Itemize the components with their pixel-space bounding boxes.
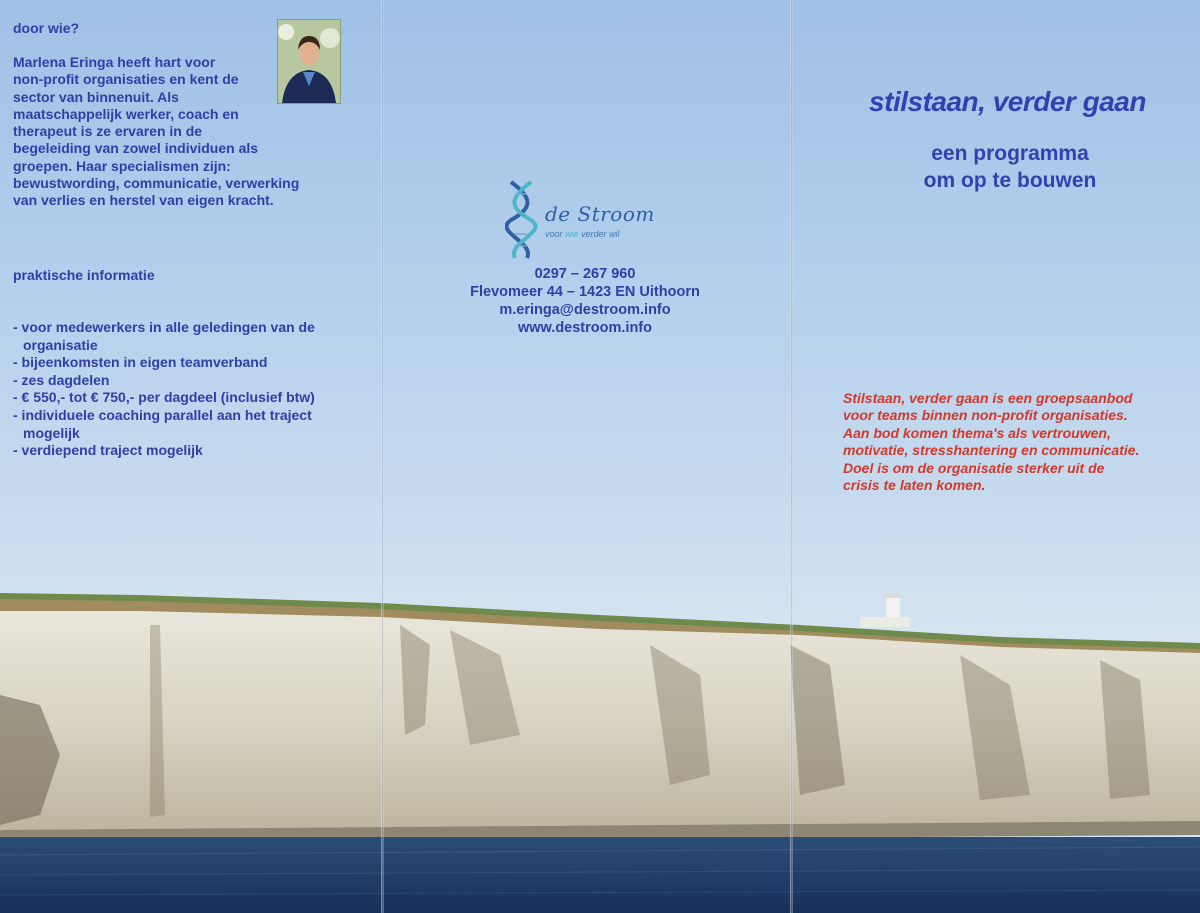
brochure-title: stilstaan, verder gaan [869, 86, 1146, 117]
list-item: - bijeenkomsten in eigen teamverband [13, 354, 268, 371]
intro-line: Stilstaan, verder gaan is een groepsaanbod [843, 390, 1133, 406]
postal-address: Flevomeer 44 – 1423 EN Uithoorn [470, 284, 700, 300]
practical-heading: praktische informatie [13, 267, 155, 283]
intro-text [843, 390, 1183, 494]
bio-line: maatschappelijk werker, coach en [13, 105, 239, 122]
intro-line: voor teams binnen non-profit organisaties. [843, 407, 1128, 424]
bio-line: van verlies en herstel van eigen kracht. [13, 192, 274, 209]
brochure-subtitle [860, 140, 1160, 194]
bio-line: therapeut is ze ervaren in de [13, 123, 203, 140]
bio-text [13, 54, 343, 210]
intro-line: motivatie, stresshantering en communicatie. [843, 442, 1140, 459]
logo-tagline [545, 229, 620, 239]
list-item: - € 550,- tot € 750,- per dagdeel (inclusief btw) [13, 389, 315, 406]
email-address: m.eringa@destroom.info [499, 302, 671, 318]
fold-line-left [381, 0, 384, 913]
website-url: www.destroom.info [518, 320, 652, 336]
practical-list [13, 319, 363, 460]
de-stroom-logo [505, 180, 675, 260]
bio-line: non-profit organisaties en kent de [13, 71, 239, 88]
list-item: - verdiepend traject mogelijk [13, 442, 203, 459]
tagline-accent: wie [565, 229, 579, 239]
bio-line: sector van binnenuit. Als [13, 88, 179, 105]
subtitle-line: een programma [931, 142, 1089, 165]
bio-line: groepen. Haar specialismen zijn: [13, 157, 231, 174]
fold-line-right [790, 0, 793, 913]
about-heading: door wie? [13, 20, 80, 36]
bio-line: begeleiding van zowel individuen als [13, 140, 259, 157]
list-item: mogelijk [23, 424, 80, 441]
subtitle-line: om op te bouwen [923, 169, 1097, 192]
bio-line: bewustwording, communicatie, verwerking [13, 175, 300, 192]
list-item: - voor medewerkers in alle geledingen van de [13, 319, 315, 335]
intro-line: Doel is om de organisatie sterker uit de [843, 459, 1105, 476]
intro-line: crisis te laten komen. [843, 477, 986, 494]
tagline-part: verder wil [578, 229, 620, 239]
intro-line: Aan bod komen thema's als vertrouwen, [843, 424, 1111, 441]
list-item: - zes dagdelen [13, 371, 110, 388]
white-cliffs-photo [0, 585, 1200, 913]
list-item: organisatie [23, 336, 98, 353]
phone-number: 0297 – 267 960 [534, 266, 636, 282]
contact-block [430, 265, 740, 337]
logo-name: de Stroom [545, 202, 655, 226]
bio-line: Marlena Eringa heeft hart voor [13, 54, 216, 70]
list-item: - individuele coaching parallel aan het traject [13, 406, 312, 423]
tagline-part: voor [545, 229, 566, 239]
dna-helix-icon [505, 180, 541, 260]
